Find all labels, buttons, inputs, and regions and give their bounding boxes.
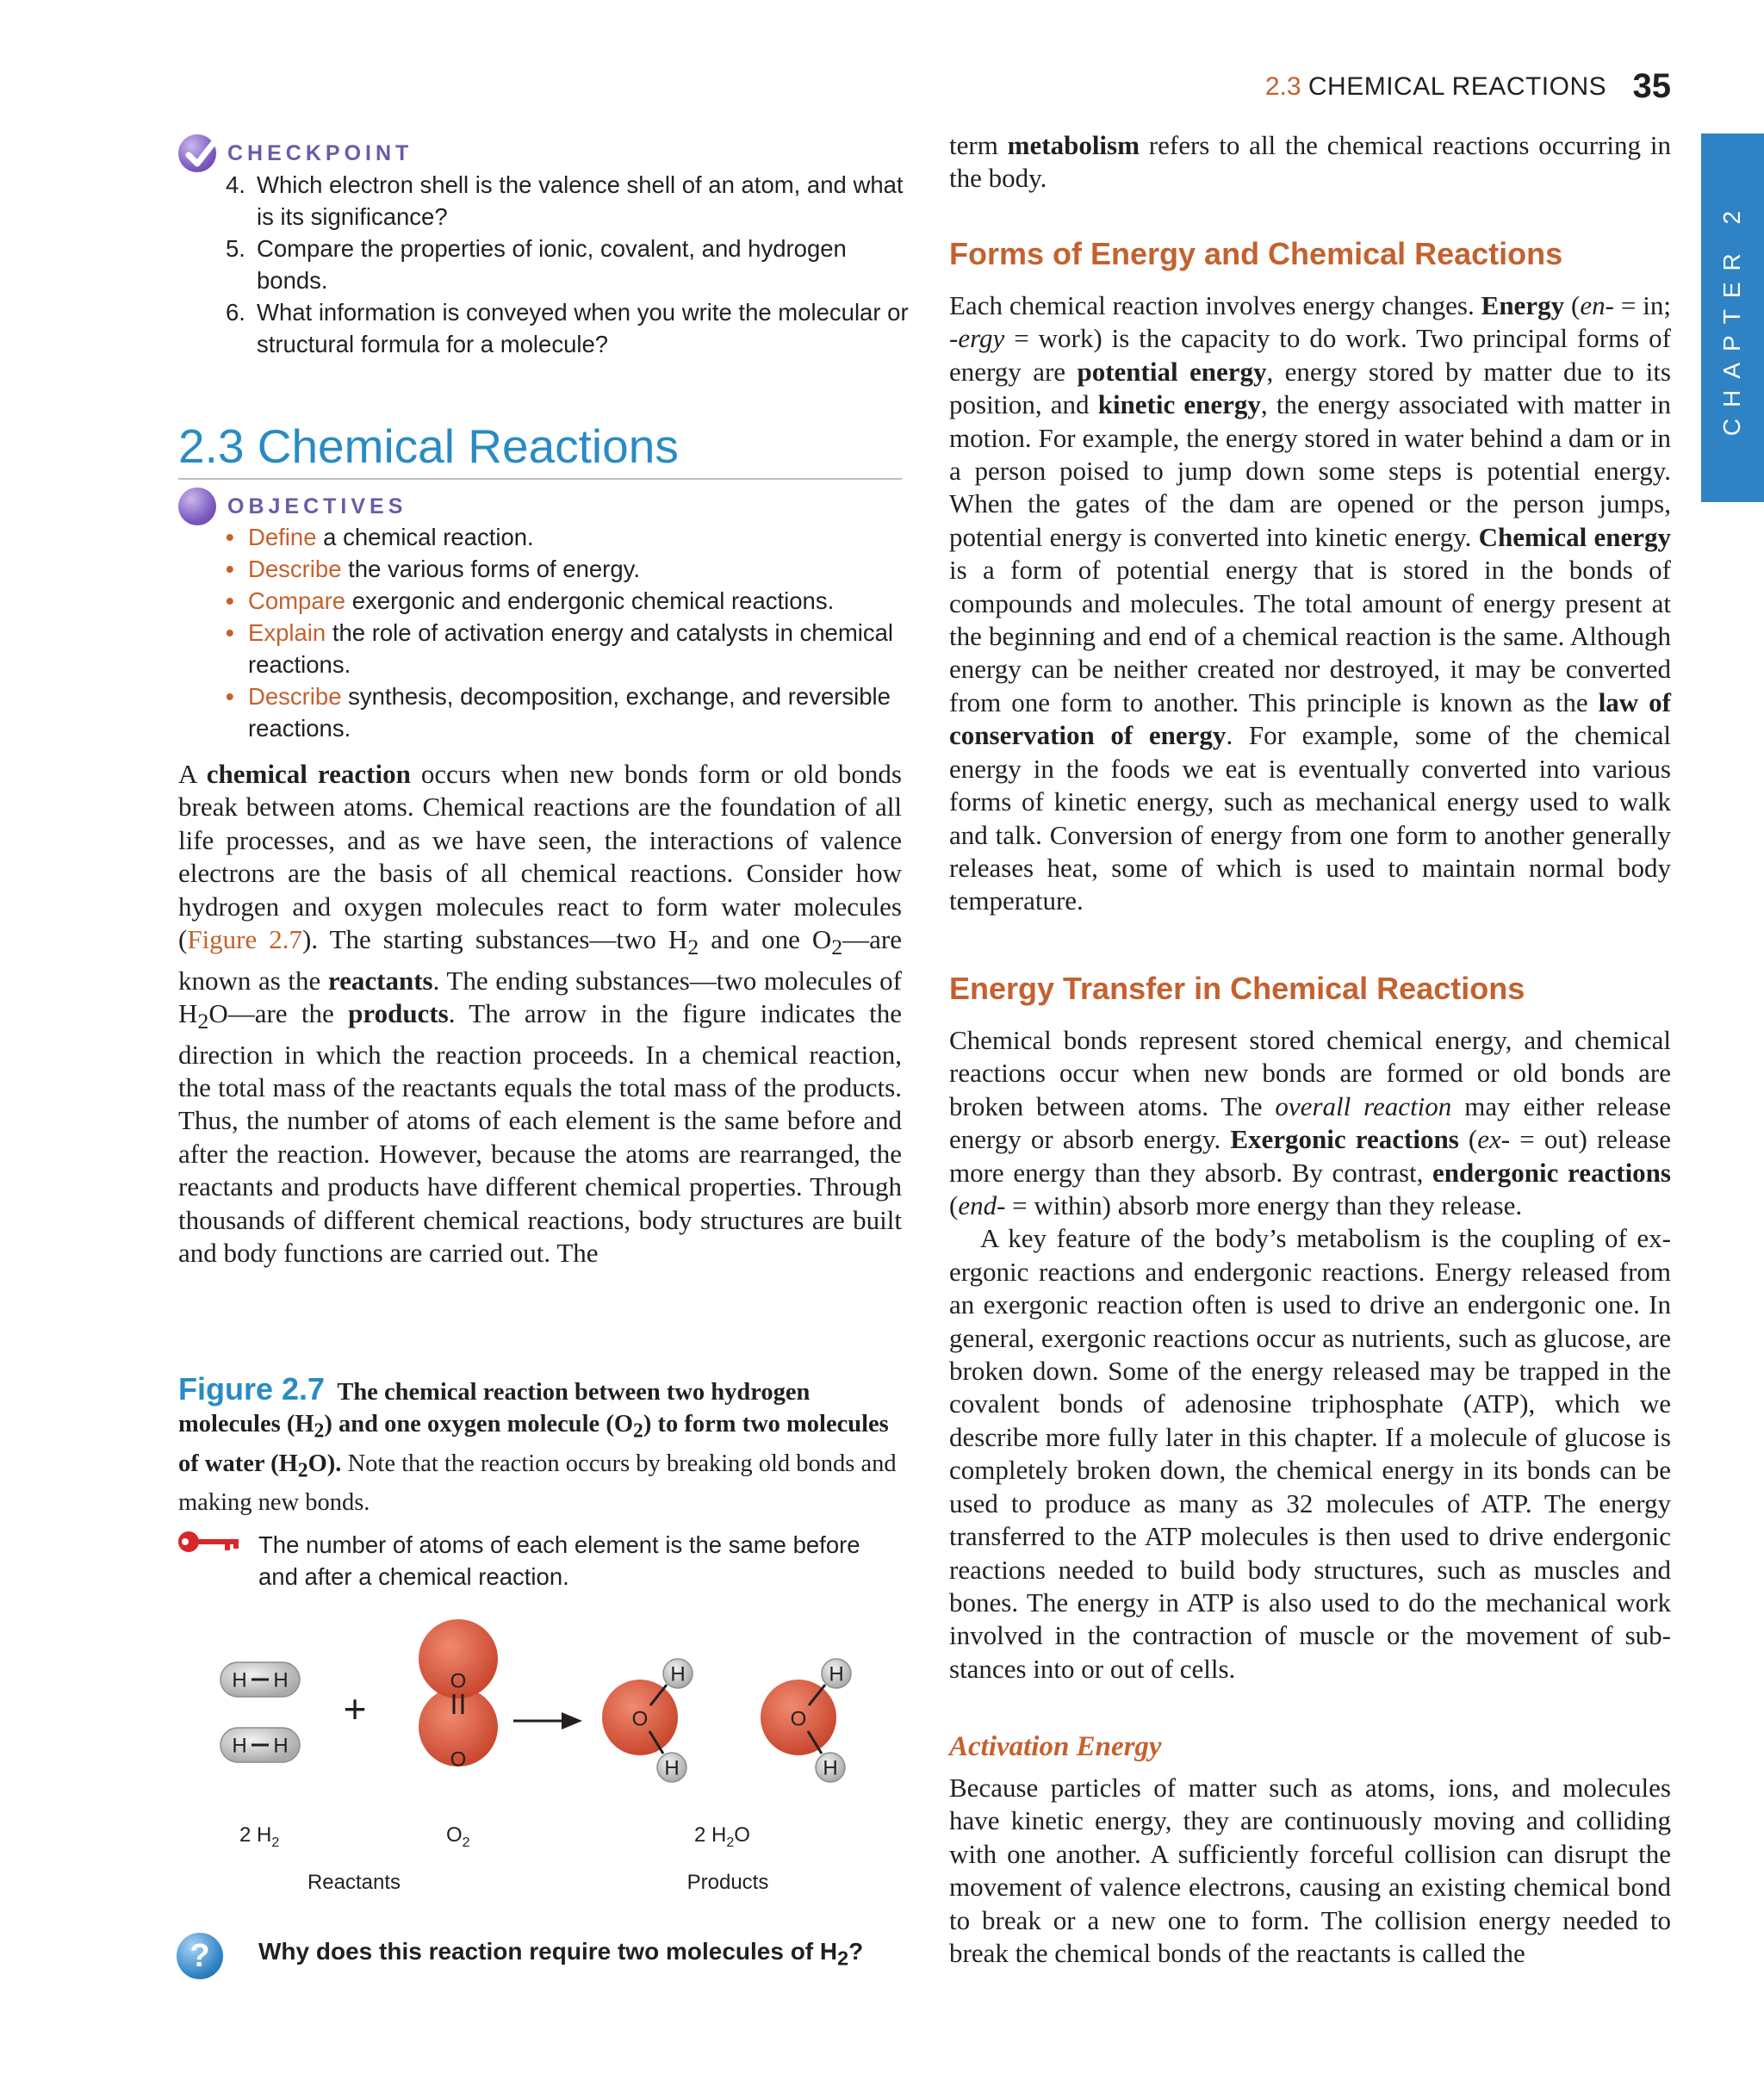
objectives-label: OBJECTIVES bbox=[227, 494, 407, 518]
svg-text:H: H bbox=[823, 1756, 838, 1780]
svg-text:O: O bbox=[450, 1748, 467, 1772]
figure-question: Why does this reaction require two molecules of $H_2$? bbox=[258, 1938, 864, 1970]
svg-text:H: H bbox=[273, 1734, 289, 1758]
products-label: Products bbox=[686, 1871, 769, 1894]
checkpoint-item: 4. Which electron shell is the valence shell of an atom, and what is its significance? bbox=[226, 171, 904, 230]
running-head-section: 2.3 bbox=[1264, 72, 1301, 101]
forms-paragraph: Each chemical reaction involves energy changes. Energy (en- = in; -ergy = work) is the capacity to do work. Two principal forms of energy are potential energy, energy stored by matter due to its position, and kinetic energy, the energy associated with matter in motion. For example, the energy stored in water behind a dam or in a person poised to jump down some steps is potential energy. When the gates of the dam are opened or the person jumps, potential energy is converted into kinetic energy. Chemical energy is a form of potential energy that is stored in the bonds of compounds and molecules. The total amount of energy present at the beginning and end of a chemical reaction is the same. Although energy can be neither created nor destroyed, it may be converted from one form to another. This principle is known as the law of conservation of energy. For example, some of the chemical energy in the foods we eat is eventually converted into various forms of kinetic energy, such as mechanical energy used to walk and talk. Conversion of energy from one form to another generally releases heat, some of which is used to maintain normal body temperature. bbox=[949, 290, 1671, 916]
reaction-diagram bbox=[172, 1619, 913, 1912]
question-icon: ? bbox=[177, 1933, 223, 1979]
intro-paragraph: A chemical reaction occurs when new bonds form or old bonds break between atoms. Chemical reactions are the foundation of all life processes, and as we have seen, the interactions of valence electrons are the basis of all chemical reactions. Consider how hydrogen and oxygen molecules react to form water molecules (Figure 2.7). The starting substances—two $H_2$ and one $O_2—are$ known as the reactants. The ending substances—two molecules of $H_2O—are$ the products. The arrow in the figure indicates the direction in which the reaction proceeds. In a chemical reaction, the total mass of the reactants equals the total mass of the products. Thus, the number of atoms of each element is the same before and after the reaction. However, because the atoms are rearranged, the reactants and products have different chemical properties. Through thousands of different chemical reactions, body structures are built and body functions are carried out. The bbox=[178, 759, 903, 1269]
transfer-heading: Energy Transfer in Chemical Reactions bbox=[949, 971, 1525, 1006]
reaction-arrow bbox=[513, 1712, 582, 1729]
figure-label: Figure 2.7 bbox=[178, 1371, 326, 1406]
water-molecule bbox=[602, 1659, 693, 1782]
product-h2o-formula: 2 $H_2O$ bbox=[694, 1823, 750, 1850]
page-number: 35 bbox=[1632, 67, 1671, 105]
objective-item: • Compare exergonic and endergonic chemical reactions. bbox=[226, 587, 835, 614]
svg-text:H: H bbox=[664, 1756, 680, 1780]
objective-item: • Define a chemical reaction. bbox=[226, 524, 534, 550]
checkpoint-item: 5. Compare the properties of ionic, covalent, and hydrogen bonds. bbox=[226, 235, 847, 294]
section-rule bbox=[178, 478, 902, 480]
figure-link[interactable]: Figure 2.7 bbox=[187, 924, 303, 955]
chapter-tab-label: CHAPTER 2 bbox=[1718, 199, 1746, 437]
hydrogen-molecule bbox=[220, 1728, 300, 1762]
checkpoint-icon bbox=[178, 134, 216, 172]
svg-text:H: H bbox=[232, 1668, 247, 1692]
reactant-o2-formula: $O_2$ bbox=[446, 1823, 470, 1850]
section-heading: 2.3 Chemical Reactions bbox=[178, 419, 679, 473]
svg-text:H: H bbox=[232, 1734, 247, 1758]
objectives-list bbox=[226, 521, 915, 744]
figure-caption: Figure 2.7 The chemical reaction between two hydrogen molecules $(H_2)$ and one oxygen molecule $(O_2)$ to form two molecules of water $(H_2O)$. Note that the reaction occurs by breaking old bonds and making new bonds. bbox=[178, 1371, 897, 1517]
svg-text:O: O bbox=[790, 1707, 807, 1731]
forms-heading: Forms of Energy and Chemical Reactions bbox=[949, 236, 1563, 271]
key-concept-text: The number of atoms of each element is the same before and after a chemical reaction. bbox=[258, 1531, 860, 1590]
water-molecule bbox=[761, 1659, 851, 1782]
objective-item: • Describe the various forms of energy. bbox=[226, 556, 640, 582]
svg-text:O: O bbox=[631, 1707, 649, 1731]
plus-sign: + bbox=[343, 1686, 367, 1731]
activation-heading: Activation Energy bbox=[949, 1731, 1162, 1762]
checkpoint-list bbox=[226, 169, 915, 360]
checkpoint-label: CHECKPOINT bbox=[227, 141, 413, 165]
checkpoint-item: 6. What information is conveyed when you write the molecular or structural formula for a molecule? bbox=[226, 299, 909, 357]
reactant-h2-formula: 2 $H_2$ bbox=[239, 1823, 280, 1850]
hydrogen-molecule bbox=[220, 1662, 300, 1697]
objective-item: • Explain the role of activation energy and catalysts in chemical reactions. bbox=[226, 619, 894, 678]
running-head bbox=[1206, 67, 1671, 106]
transfer-paragraphs: Chemical bonds represent stored chemical energy, and chemical reactions occur when new bonds are formed or old bonds are broken between atoms. The overall reaction may either release energy or absorb energy. Exergonic reactions (ex- = out) release more energy than they absorb. By contrast, endergonic reactions (end- = within) absorb more energy than they release. A key feature of the body’s metabolism is the coupling of exergonic reactions and endergonic reactions. Energy released from an exergonic reaction often is used to drive an endergonic one. In general, exergonic reactions occur as nutrients, such as glucose, are broken down. Some of the energy released may be trapped in the covalent bonds of adenosine triphosphate (ATP), which we describe more fully later in this chapter. If a molecule of glucose is completely broken down, the chemical energy in its bonds can be used to produce as many as 32 molecules of ATP. The energy transferred to the ATP molecules is then used to drive endergonic reactions needed to build body structures, such as muscles and bones. The energy in ATP is also used to do the mechanical work involved in the contraction of muscle or the movement of substances into or out of cells. bbox=[949, 1025, 1671, 1684]
running-head-title: CHEMICAL REACTIONS bbox=[1307, 72, 1607, 101]
key-icon bbox=[177, 1530, 244, 1554]
activation-paragraph: Because particles of matter such as atoms, ions, and molecules have kinetic energy, they are continuously moving and colliding with one another. A sufficiently forceful collision can disrupt the movement of valence electrons, causing an existing chemical bond to break or a new one to form. The collision energy needed to break the chemical bonds of the reactants is called the bbox=[949, 1773, 1671, 1969]
objective-item: • Describe synthesis, decomposition, exchange, and reversible reactions. bbox=[226, 683, 891, 742]
svg-text:H: H bbox=[273, 1668, 289, 1692]
svg-text:O: O bbox=[450, 1669, 467, 1693]
reactants-label: Reactants bbox=[307, 1871, 401, 1894]
oxygen-molecule bbox=[419, 1619, 498, 1772]
chapter-tab bbox=[1701, 134, 1764, 502]
svg-text:H: H bbox=[829, 1662, 844, 1686]
metabolism-paragraph: term metabolism refers to all the chemical reactions occurring in the body. bbox=[949, 130, 1671, 194]
svg-text:H: H bbox=[670, 1662, 686, 1686]
objectives-icon bbox=[178, 487, 216, 525]
